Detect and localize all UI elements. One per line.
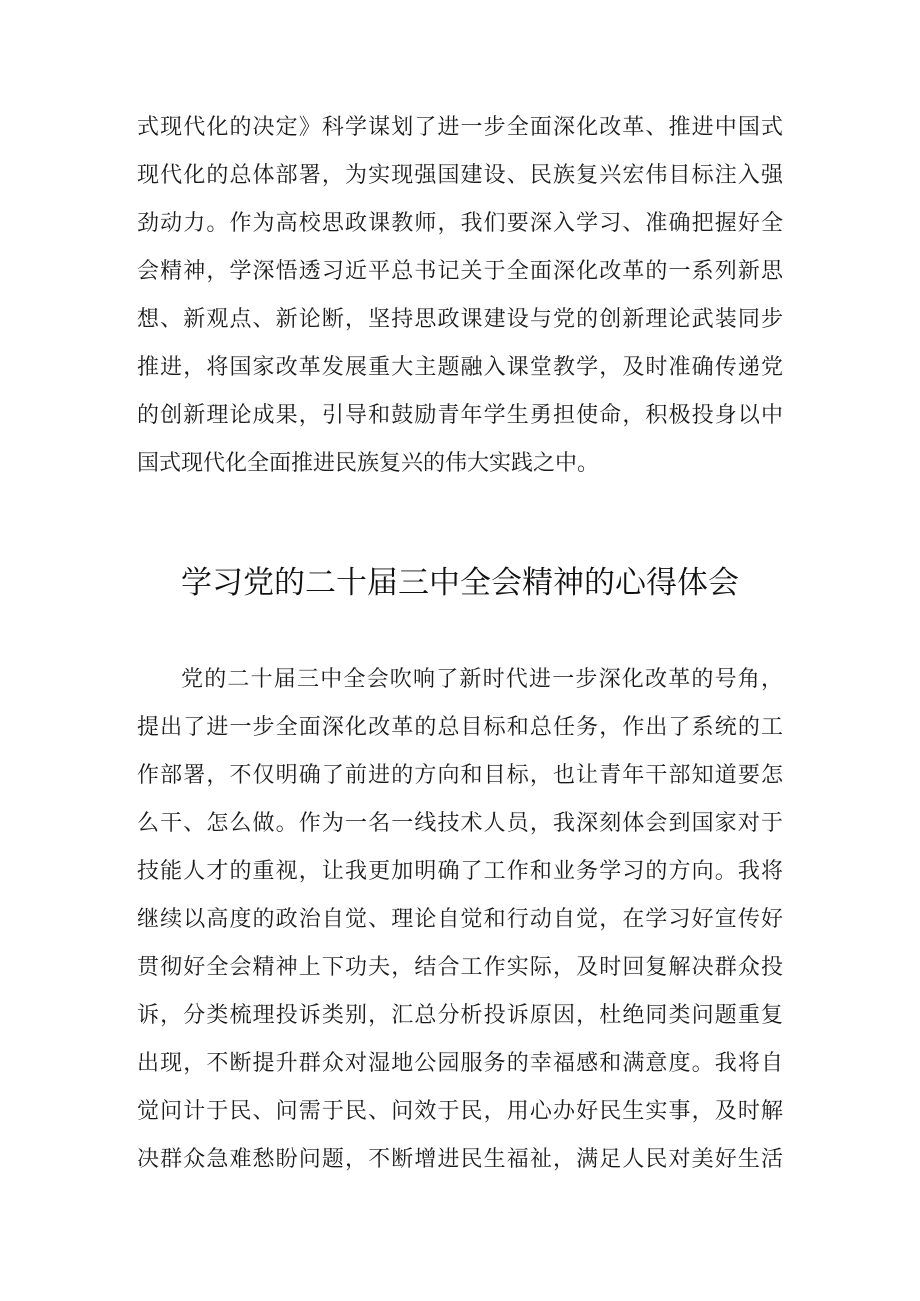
intro-line-3: 劲动力。作为高校思政课教师，我们要深入学习、准确把握好全 <box>137 211 783 236</box>
intro-line-5: 想、新观点、新论断，坚持思政课建设与党的创新理论武装同步 <box>137 307 783 332</box>
body-line-9: 出现，不断提升群众对湿地公园服务的幸福感和满意度。我将自 <box>137 1051 783 1076</box>
body-line-11: 决群众急难愁盼问题，不断增进民生福祉，满足人民对美好生活 <box>137 1147 783 1172</box>
intro-line-2: 现代化的总体部署，为实现强国建设、民族复兴宏伟目标注入强 <box>137 163 783 188</box>
intro-line-6: 推进，将国家改革发展重大主题融入课堂教学，及时准确传递党 <box>137 355 783 380</box>
body-line-3: 作部署，不仅明确了前进的方向和目标，也让青年干部知道要怎 <box>137 763 783 788</box>
body-line-4: 么干、怎么做。作为一名一线技术人员，我深刻体会到国家对于 <box>137 811 783 836</box>
body-line-2: 提出了进一步全面深化改革的总目标和总任务，作出了系统的工 <box>137 715 783 740</box>
intro-line-7: 的创新理论成果，引导和鼓励青年学生勇担使命，积极投身以中 <box>137 403 783 428</box>
body-line-5: 技能人才的重视，让我更加明确了工作和业务学习的方向。我将 <box>137 859 783 884</box>
intro-line-1: 式现代化的决定》科学谋划了进一步全面深化改革、推进中国式 <box>137 115 783 140</box>
body-line-8: 诉，分类梳理投诉类别，汇总分析投诉原因，杜绝同类问题重复 <box>137 1003 783 1028</box>
intro-line-8: 国式现代化全面推进民族复兴的伟大实践之中。 <box>137 451 600 476</box>
section-title: 学习党的二十届三中全会精神的心得体会 <box>181 565 739 601</box>
intro-line-4: 会精神，学深悟透习近平总书记关于全面深化改革的一系列新思 <box>137 259 783 284</box>
body-line-1: 党的二十届三中全会吹响了新时代进一步深化改革的号角， <box>181 667 783 692</box>
body-line-6: 继续以高度的政治自觉、理论自觉和行动自觉，在学习好宣传好 <box>137 907 783 932</box>
body-line-7: 贯彻好全会精神上下功夫，结合工作实际，及时回复解决群众投 <box>137 955 783 980</box>
body-line-10: 觉问计于民、问需于民、问效于民，用心办好民生实事，及时解 <box>137 1099 783 1124</box>
